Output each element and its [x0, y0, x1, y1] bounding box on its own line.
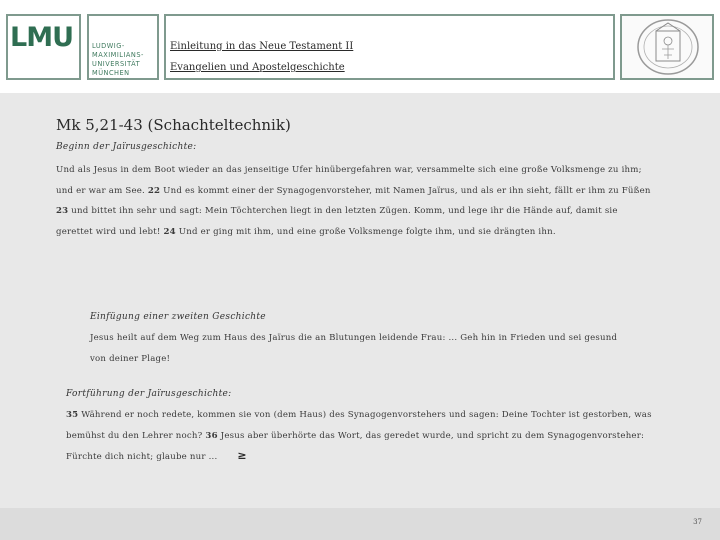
passage-text: Und als Jesus in dem Boot wieder an das jenseitige Ufer hinübergefahren war, versammelte sich eine große Volksmenge zu ihm; und er war am See.: [56, 165, 642, 196]
course-title: Einleitung in das Neue Testament II: [170, 41, 354, 52]
verse-number: 35: [66, 410, 79, 420]
slide-footer: [0, 508, 720, 540]
passage-text: und bittet ihn sehr und sagt: Mein Töchterchen liegt in den letzten Zügen. Komm, und lege ihr die Hände auf, damit sie gerettet wird und lebt!: [56, 206, 618, 237]
section-label-continuation: Fortführung der Jaïrusgeschichte:: [66, 389, 232, 399]
verse-number: 24: [163, 226, 176, 237]
university-line: UNIVERSITÄT: [92, 60, 141, 68]
passage-insertion: Jesus heilt auf dem Weg zum Haus des Jaïrus die an Blutungen leidende Frau: ... Geh hin in Frieden und sei gesund von deiner Plage!: [90, 333, 618, 364]
section-label-beginning: Beginn der Jaïrusgeschichte:: [56, 142, 197, 152]
passage-text: Und er ging mit ihm, und eine große Volksmenge folgte ihm, und sie drängten ihn.: [175, 226, 556, 237]
passage-text: Und es kommt einer der Synagogenvorsteher, mit Namen Jaïrus, und als er ihn sieht, fällt er ihm zu Füßen: [160, 185, 651, 196]
university-line: LUDWIG-: [92, 42, 125, 50]
university-seal-icon: [626, 17, 710, 77]
passage-text: Während er noch redete, kommen sie von (dem Haus) des Synagogenvorstehers und sagen: Deine Tochter ist gestorben, was bemühst du den Lehrer noch?: [66, 410, 652, 441]
university-line: MAXIMILIANS-: [92, 51, 144, 59]
passage-text: Jesus aber überhörte das Wort, das geredet wurde, und spricht zu dem Synagogenvorsteher: Fürchte dich nicht; glaube nur ...: [66, 430, 645, 462]
passage-continuation: [66, 405, 666, 468]
section-label-insertion: Einfügung einer zweiten Geschichte: [90, 312, 266, 322]
continue-arrow-icon: ≥: [237, 449, 247, 462]
university-line: MÜNCHEN: [92, 69, 130, 77]
lmu-logo: LMU: [10, 22, 73, 53]
university-name: [92, 42, 144, 78]
slide-heading: Mk 5,21-43 (Schachteltechnik): [56, 116, 291, 134]
verse-number: 36: [205, 430, 218, 441]
passage-beginning: [56, 160, 656, 242]
page-number: 37: [693, 518, 702, 526]
course-subtitle: Evangelien und Apostelgeschichte: [170, 62, 345, 73]
verse-number: 23: [56, 206, 69, 216]
verse-number: 22: [147, 185, 161, 196]
